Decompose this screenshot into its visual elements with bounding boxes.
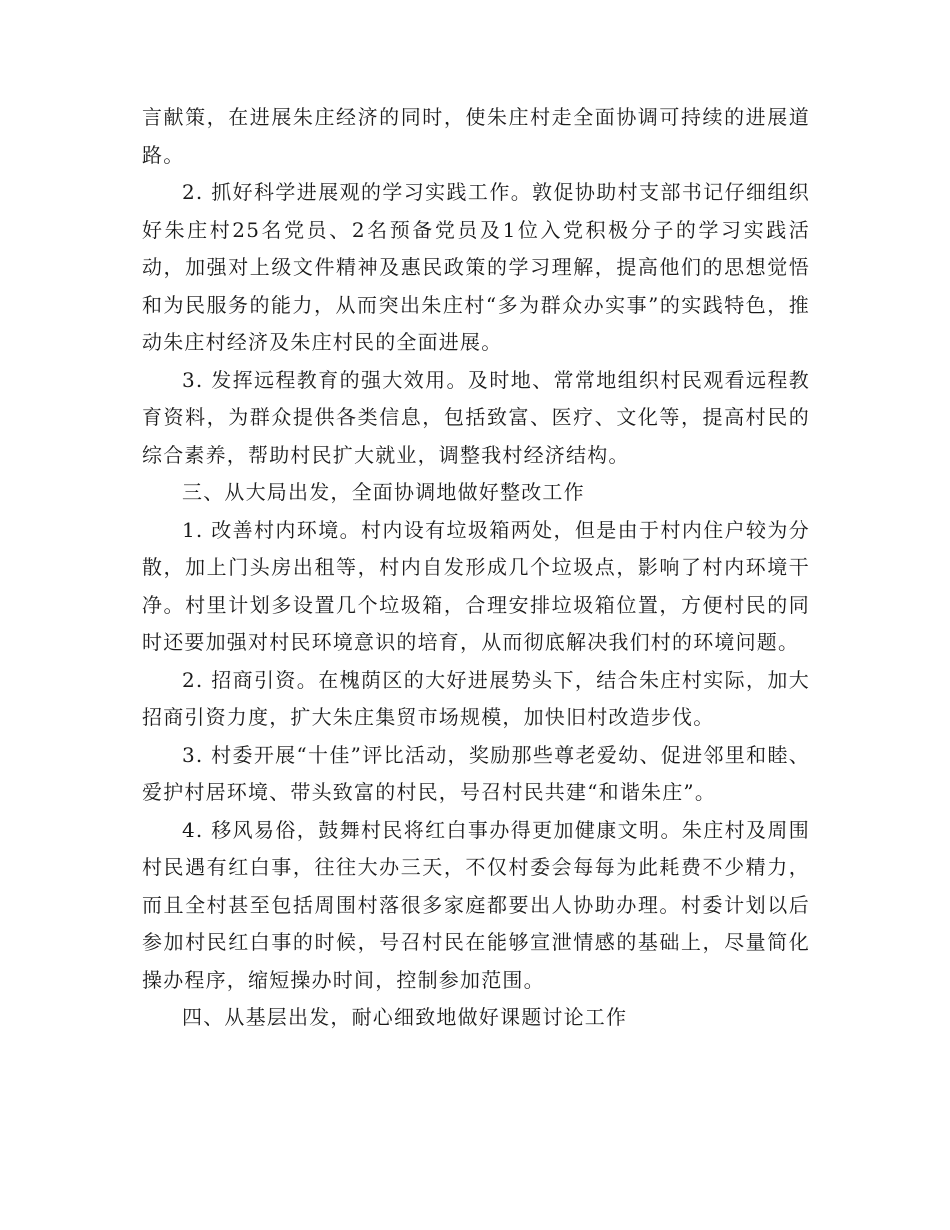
paragraph-customs: 4. 移风易俗，鼓舞村民将红白事办得更加健康文明。朱庄村及周围村民遇有红白事，往往大办三天，不仅村委会每每为此耗费不少精力，而且全村甚至包括周围村落很多家庭都要出人协助办理。村委计划以后参加村民红白事的时候，号召村民在能够宣泄情感的基础上，尽量简化操办程序，缩短操办时间，控制参加范围。	[142, 817, 810, 992]
paragraph-ten-best: 3. 村委开展“十佳”评比活动，奖励那些尊老爱幼、促进邻里和睦、爱护村居环境、带头致富的村民，号召村民共建“和谐朱庄”。	[142, 742, 810, 804]
paragraph-remote-education: 3. 发挥远程教育的强大效用。及时地、常常地组织村民观看远程教育资料，为群众提供各类信息，包括致富、医疗、文化等，提高村民的综合素养，帮助村民扩大就业，调整我村经济结构。	[142, 367, 810, 467]
paragraph-study-practice: 2. 抓好科学进展观的学习实践工作。敦促协助村支部书记仔细组织好朱庄村25名党员、2名预备党员及1位入党积极分子的学习实践活动，加强对上级文件精神及惠民政策的学习理解，提高他们的思想觉悟和为民服务的能力，从而突出朱庄村“多为群众办实事”的实践特色，推动朱庄村经济及朱庄村民的全面进展。	[142, 180, 810, 354]
section-heading-four: 四、从基层出发，耐心细致地做好课题讨论工作	[182, 1005, 628, 1029]
document-page	[142, 99, 810, 1037]
section-heading-three: 三、从大局出发，全面协调地做好整改工作	[182, 480, 585, 504]
paragraph-continuation: 言献策，在进展朱庄经济的同时，使朱庄村走全面协调可持续的进展道路。	[142, 105, 810, 167]
paragraph-investment: 2. 招商引资。在槐荫区的大好进展势头下，结合朱庄村实际，加大招商引资力度，扩大朱庄集贸市场规模，加快旧村改造步伐。	[142, 667, 810, 729]
paragraph-environment: 1. 改善村内环境。村内设有垃圾箱两处，但是由于村内住户较为分散，加上门头房出租等，村内自发形成几个垃圾点，影响了村内环境干净。村里计划多设置几个垃圾箱，合理安排垃圾箱位置，方便村民的同时还要加强对村民环境意识的培育，从而彻底解决我们村的环境问题。	[142, 517, 810, 654]
